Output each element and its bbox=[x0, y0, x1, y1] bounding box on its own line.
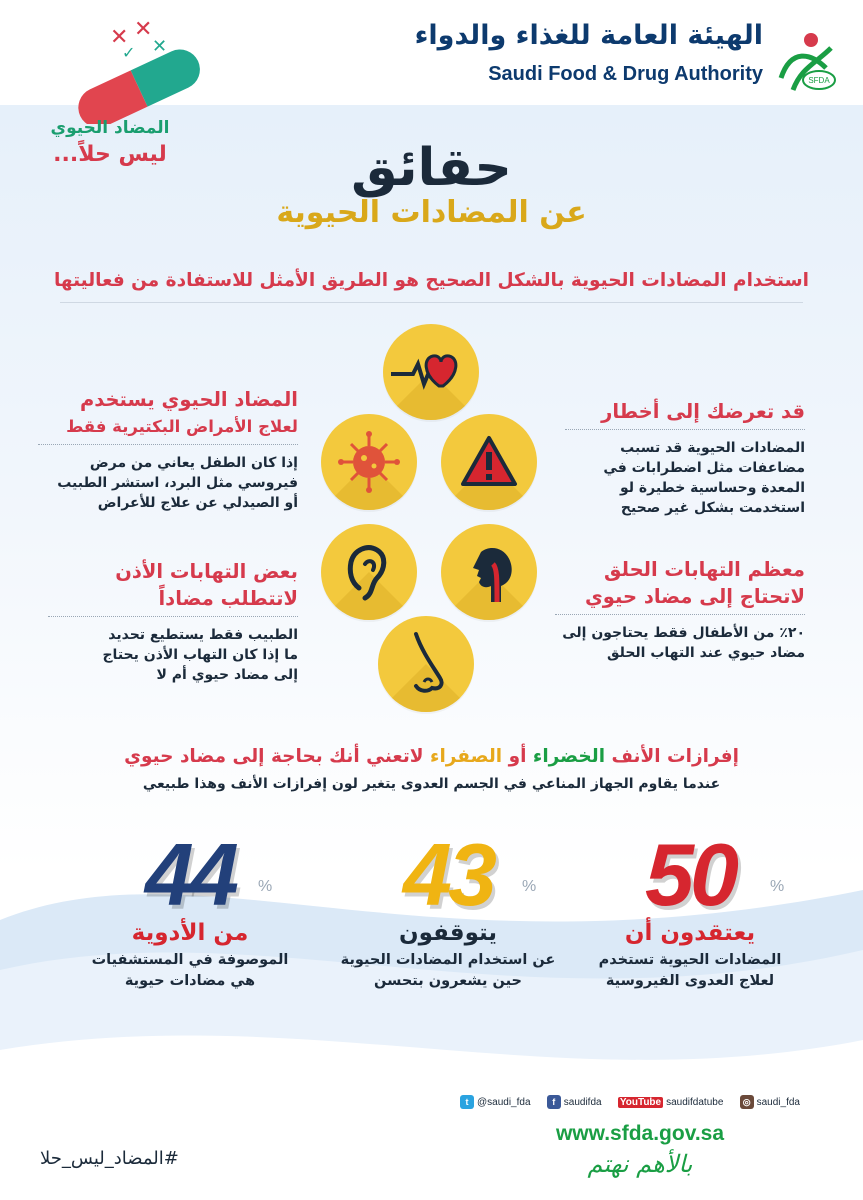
stat-label: يتوقفون bbox=[398, 920, 498, 946]
fact-heading: لاتتطلب مضاداً bbox=[48, 585, 298, 617]
ear-circle bbox=[321, 524, 417, 620]
throat-icon bbox=[441, 524, 537, 620]
heartbeat-circle bbox=[383, 324, 479, 420]
twitter-link[interactable]: t @saudi_fda bbox=[460, 1095, 531, 1109]
svg-text:SFDA: SFDA bbox=[808, 76, 830, 85]
stat-believe-viral bbox=[560, 825, 820, 992]
divider bbox=[60, 302, 803, 303]
stat-text: المضادات الحيوية تستخدم لعلاج العدوى الفيروسية bbox=[598, 952, 782, 989]
authority-name-english: Saudi Food & Drug Authority bbox=[488, 63, 763, 85]
instagram-icon: ◎ bbox=[740, 1095, 754, 1109]
nose-circle bbox=[378, 616, 474, 712]
campaign-title-line1: المضاد الحيوي bbox=[50, 118, 170, 138]
stat-value: 50 bbox=[645, 825, 735, 924]
youtube-icon: YouTube bbox=[619, 1096, 662, 1108]
fact-throat bbox=[555, 556, 805, 663]
percent-sign: % bbox=[522, 878, 537, 895]
throat-circle bbox=[441, 524, 537, 620]
website-link[interactable]: www.sfda.gov.sa bbox=[555, 1122, 725, 1145]
page-subtitle: عن المضادات الحيوية bbox=[276, 195, 587, 230]
stat-value: 43 bbox=[403, 825, 493, 924]
stat-text: عن استخدام المضادات الحيوية حين يشعرون بتحسن bbox=[340, 952, 556, 989]
authority-name-arabic: الهيئة العامة للغذاء والدواء bbox=[414, 20, 763, 51]
facebook-link[interactable]: f saudifda bbox=[547, 1095, 602, 1109]
facebook-icon: f bbox=[547, 1095, 561, 1109]
nasal-discharge-heading: إفرازات الأنف الخضراء أو الصفراء لاتعني أنك بحاجة إلى مضاد حيوي bbox=[124, 746, 739, 767]
fact-heading: معظم التهابات الحلق bbox=[604, 558, 805, 581]
svg-text:✓: ✓ bbox=[122, 43, 136, 62]
heartbeat-icon bbox=[383, 324, 479, 420]
percent-sign: % bbox=[770, 878, 785, 895]
youtube-link[interactable]: YouTube saudifdatube bbox=[619, 1096, 724, 1108]
warning-circle bbox=[441, 414, 537, 510]
svg-text:✕: ✕ bbox=[152, 36, 168, 57]
stat-text: الموصوفة في المستشفيات هي مضادات حيوية bbox=[91, 952, 289, 989]
percent-sign: % bbox=[258, 878, 273, 895]
nose-icon bbox=[378, 616, 474, 712]
stat-stop-early bbox=[318, 825, 578, 992]
page-title: حقائق bbox=[351, 138, 512, 198]
fact-heading: بعض التهابات الأذن bbox=[115, 560, 298, 583]
fact-heading: المضاد الحيوي يستخدم bbox=[79, 388, 298, 411]
fact-body: الطبيب فقط يستطيع تحديد ما إذا كان التهاب الأذن يحتاج إلى مضاد حيوي أم لا bbox=[102, 627, 298, 683]
twitter-icon: t bbox=[460, 1095, 474, 1109]
hashtag: #المضاد_ليس_حلا bbox=[40, 1148, 179, 1169]
fact-risks bbox=[565, 398, 805, 518]
campaign-pill-icon bbox=[72, 14, 202, 124]
svg-text:✕: ✕ bbox=[110, 25, 129, 50]
sfda-logo-icon bbox=[771, 28, 841, 98]
slogan: بالأهم نهتم bbox=[587, 1150, 693, 1178]
fact-heading: قد تعرضك إلى أخطار bbox=[565, 398, 805, 430]
fact-body: المضادات الحيوية قد تسبب مضاعفات مثل اضطرابات في المعدة وحساسية خطيرة لو استخدمت بشكل غير صحيح bbox=[603, 440, 805, 516]
virus-circle bbox=[321, 414, 417, 510]
stat-label: من الأدوية bbox=[131, 920, 249, 946]
stat-label: يعتقدون أن bbox=[624, 920, 756, 946]
fact-heading: لاتحتاج إلى مضاد حيوي bbox=[555, 583, 805, 615]
virus-icon bbox=[321, 414, 417, 510]
warning-icon bbox=[441, 414, 537, 510]
nasal-discharge-body: عندما يقاوم الجهاز المناعي في الجسم العدوى يتغير لون إفرازات الأنف وهذا طبيعي bbox=[142, 776, 721, 792]
instagram-link[interactable]: ◎ saudi_fda bbox=[740, 1095, 800, 1109]
stat-hospital-prescriptions bbox=[60, 825, 320, 992]
fact-bacterial bbox=[38, 386, 298, 513]
fact-body: ٢٠٪ من الأطفال فقط يحتاجون إلى مضاد حيوي عند التهاب الحلق bbox=[562, 625, 805, 661]
fact-ear bbox=[48, 558, 298, 685]
social-links bbox=[460, 1092, 800, 1112]
svg-text:✕: ✕ bbox=[134, 17, 153, 42]
ear-icon bbox=[321, 524, 417, 620]
tagline: استخدام المضادات الحيوية بالشكل الصحيح هو الطريق الأمثل للاستفادة من فعاليتها bbox=[53, 270, 810, 291]
stat-value: 44 bbox=[145, 825, 235, 924]
fact-body: إذا كان الطفل يعاني من مرض فيروسي مثل البرد، استشر الطبيب أو الصيدلي عن علاج للأعراض bbox=[57, 455, 298, 511]
fact-heading: لعلاج الأمراض البكتيرية فقط bbox=[38, 413, 298, 445]
campaign-title-line2: ليس حلاً... bbox=[53, 142, 167, 167]
